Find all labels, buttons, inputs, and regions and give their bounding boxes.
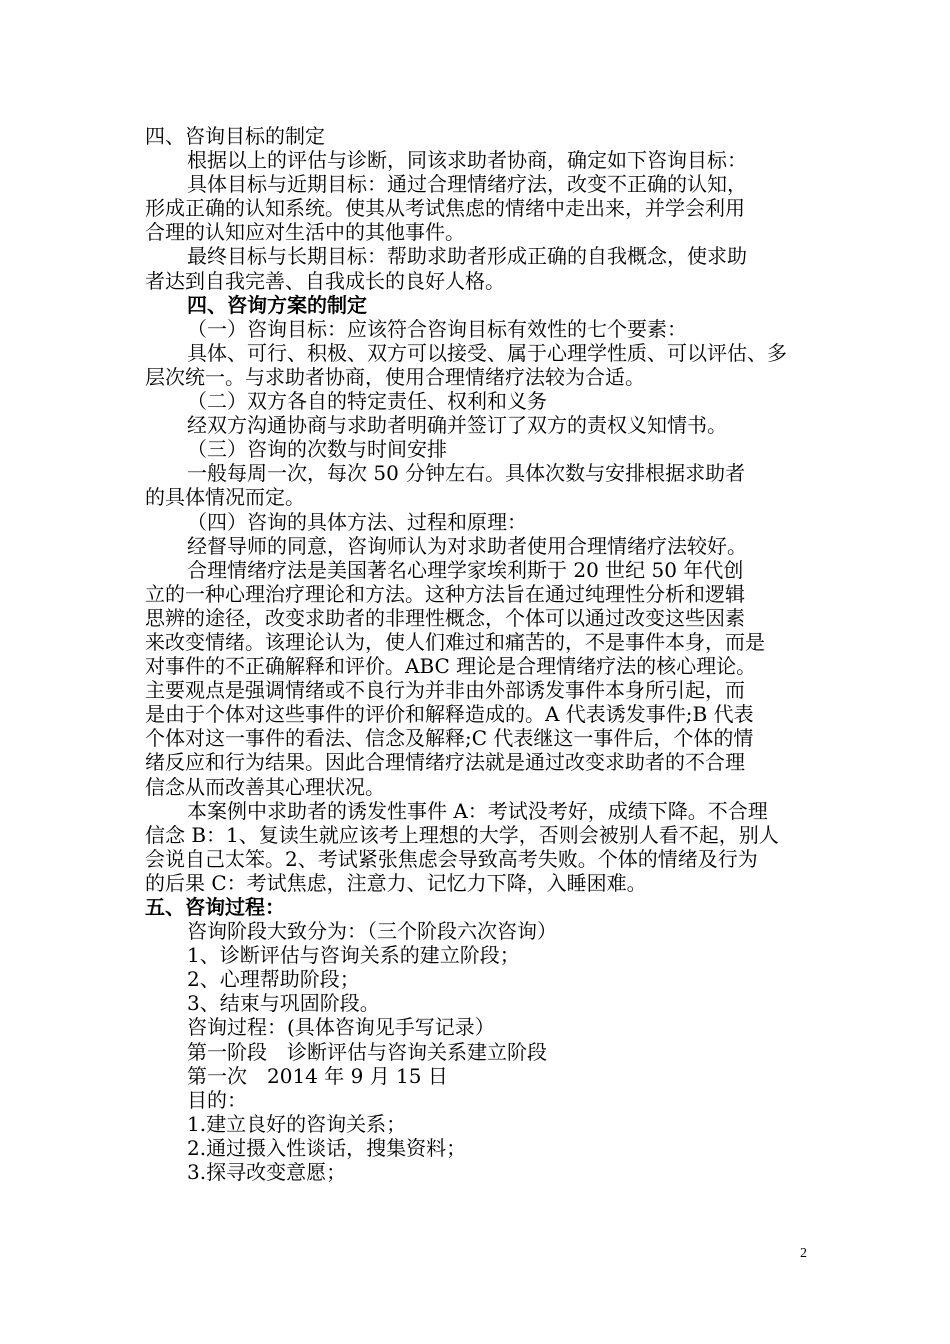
text-line: 的后果 C：考试焦虑，注意力、记忆力下降，入睡困难。 bbox=[145, 870, 647, 895]
text-line: 具体、可行、积极、双方可以接受、属于心理学性质、可以评估、多 bbox=[187, 340, 787, 365]
text-line: 合理的认知应对生活中的其他事件。 bbox=[145, 220, 465, 245]
text-line: 咨询阶段大致分为：（三个阶段六次咨询） bbox=[187, 919, 557, 944]
text-line: 者达到自我完善、自我成长的良好人格。 bbox=[145, 268, 505, 293]
text-line: 信念从而改善其心理状况。 bbox=[145, 774, 385, 799]
text-line: （四）咨询的具体方法、过程和原理： bbox=[187, 509, 527, 534]
text-line: 思辨的途径，改变求助者的非理性概念，个体可以通过改变这些因素 bbox=[145, 605, 745, 630]
text-line: 咨询过程：(具体咨询见手写记录） bbox=[187, 1015, 495, 1040]
text-line: 四、咨询目标的制定 bbox=[145, 124, 325, 148]
text-line: 经督导师的同意，咨询师认为对求助者使用合理情绪疗法较好。 bbox=[187, 533, 747, 558]
text-line: 是由于个体对这些事件的评价和解释造成的。A 代表诱发事件;B 代表 bbox=[145, 702, 754, 727]
section-heading: 五、咨询过程： bbox=[145, 895, 285, 919]
text-line: 合理情绪疗法是美国著名心理学家埃利斯于 20 世纪 50 年代创 bbox=[187, 557, 744, 582]
text-line: （三）咨询的次数与时间安排 bbox=[187, 437, 447, 462]
page-number: 2 bbox=[800, 1246, 807, 1261]
text-line: 1.建立良好的咨询关系； bbox=[187, 1111, 407, 1136]
text-line: 2、心理帮助阶段； bbox=[187, 967, 360, 992]
text-line: 立的一种心理治疗理论和方法。这种方法旨在通过纯理性分析和逻辑 bbox=[145, 581, 745, 606]
text-line: 最终目标与长期目标：帮助求助者形成正确的自我概念，使求助 bbox=[187, 244, 747, 269]
text-line: 具体目标与近期目标：通过合理情绪疗法，改变不正确的认知， bbox=[187, 172, 747, 197]
text-line: 会说自己太笨。2、考试紧张焦虑会导致高考失败。个体的情绪及行为 bbox=[145, 846, 758, 871]
text-line: 一般每周一次，每次 50 分钟左右。具体次数与安排根据求助者 bbox=[187, 461, 746, 486]
text-line: 层次统一。与求助者协商，使用合理情绪疗法较为合适。 bbox=[145, 364, 645, 389]
text-line: 3、结束与巩固阶段。 bbox=[187, 991, 380, 1016]
text-line: （二）双方各自的特定责任、权利和义务 bbox=[187, 389, 547, 414]
text-line: 主要观点是强调情绪或不良行为并非由外部诱发事件本身所引起，而 bbox=[145, 678, 745, 703]
text-line: 的具体情况而定。 bbox=[145, 485, 305, 510]
text-line: （一）咨询目标：应该符合咨询目标有效性的七个要素： bbox=[187, 316, 687, 341]
text-line: 绪反应和行为结果。因此合理情绪疗法就是通过改变求助者的不合理 bbox=[145, 750, 745, 775]
text-line: 来改变情绪。该理论认为，使人们难过和痛苦的，不是事件本身，而是 bbox=[145, 629, 765, 654]
section-heading: 四、咨询方案的制定 bbox=[187, 292, 367, 317]
text-line: 根据以上的评估与诊断，同该求助者协商，确定如下咨询目标： bbox=[187, 148, 747, 173]
text-line: 2.通过摄入性谈话，搜集资料； bbox=[187, 1135, 467, 1160]
text-line: 目的： bbox=[187, 1087, 247, 1112]
text-line: 第一阶段 诊断评估与咨询关系建立阶段 bbox=[187, 1039, 547, 1064]
text-line: 经双方沟通协商与求助者明确并签订了双方的责权义知情书。 bbox=[187, 413, 727, 438]
text-line: 形成正确的认知系统。使其从考试焦虑的情绪中走出来，并学会利用 bbox=[145, 196, 745, 221]
text-line: 信念 B：1、复读生就应该考上理想的大学，否则会被别人看不起，别人 bbox=[145, 822, 779, 847]
text-line: 1、诊断评估与咨询关系的建立阶段； bbox=[187, 943, 520, 968]
document-body bbox=[145, 124, 810, 1184]
text-line: 对事件的不正确解释和评价。ABC 理论是合理情绪疗法的核心理论。 bbox=[145, 654, 757, 679]
text-line: 第一次 2014 年 9 月 15 日 bbox=[187, 1063, 448, 1088]
text-line: 个体对这一事件的看法、信念及解释;C 代表继这一事件后，个体的情 bbox=[145, 726, 754, 751]
text-line: 本案例中求助者的诱发性事件 A：考试没考好，成绩下降。不合理 bbox=[187, 798, 768, 823]
text-line: 3.探寻改变意愿； bbox=[187, 1160, 347, 1185]
